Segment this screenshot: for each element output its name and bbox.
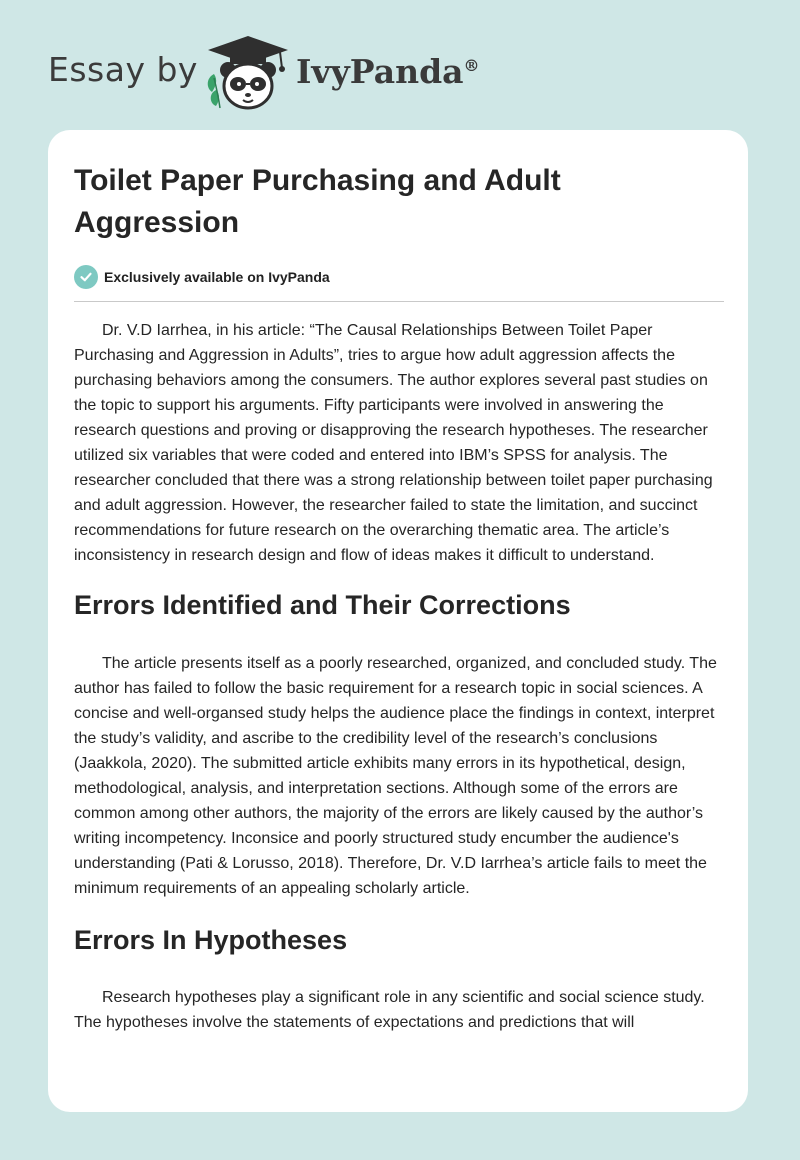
section-paragraph-errors-in-hypotheses: Research hypotheses play a significant role in any scientific and social science study. The hypotheses involve the statements of expectations and predictions that will xyxy=(74,989,705,1031)
section-paragraph-errors-identified: The article presents itself as a poorly researched, organized, and concluded study. The author has failed to follow the basic requirement for a research topic in social sciences. A concise and well-organsed study helps the audience place the findings in context, interpret the study’s validity, and ascribe to the credibility level of the research’s conclusions (Jaakkola, 2020). The submitted article exhibits many errors in its hypothetical, design, methodological, analysis, and interpretation sections. Although some of the errors are common among other authors, the majority of the errors are likely caused by the author’s writing incompetency. Inconsice and poorly structured study encumber the audience's understanding (Pati & Lorusso, 2018). Therefore, Dr. V.D Iarrhea’s article fails to meet the minimum requirements of an appealing scholarly article. xyxy=(74,655,717,897)
panda-logo-icon[interactable] xyxy=(202,34,294,112)
registered-mark: ® xyxy=(463,56,480,75)
brand-name-text: IvyPanda xyxy=(296,52,464,91)
essay-card xyxy=(48,130,748,1112)
ivypanda-wordmark[interactable] xyxy=(296,52,480,91)
checkmark-icon xyxy=(74,265,98,289)
essay-by-label: Essay by xyxy=(48,50,198,89)
site-header xyxy=(46,30,480,116)
essay-content xyxy=(74,160,724,1035)
intro-paragraph: Dr. V.D Iarrhea, in his article: “The Causal Relationships Between Toilet Paper Purchasing and Aggression in Adults”, tries to argue how adult aggression affects the purchasing behaviors among the consumers. The author explores several past studies on the topic to support his arguments. Fifty participants were involved in answering the research questions and proving or disapproving the research hypotheses. The researcher utilized six variables that were coded and entered into IBM’s SPSS for analysis. The researcher concluded that there was a strong relationship between toilet paper purchasing and adult aggression. However, the researcher failed to state the limitation, and succinct recommendations for future research on the overarching thematic area. The article’s inconsistency in research design and flow of ideas makes it difficult to understand. xyxy=(74,322,713,564)
title-divider xyxy=(74,301,724,302)
section-heading-errors-in-hypotheses: Errors In Hypotheses xyxy=(74,925,348,955)
section-heading-errors-identified: Errors Identified and Their Corrections xyxy=(74,590,571,620)
exclusive-badge-label: Exclusively available on IvyPanda xyxy=(104,269,330,285)
essay-title: Toilet Paper Purchasing and Adult Aggression xyxy=(74,164,561,239)
exclusive-badge xyxy=(74,264,724,290)
